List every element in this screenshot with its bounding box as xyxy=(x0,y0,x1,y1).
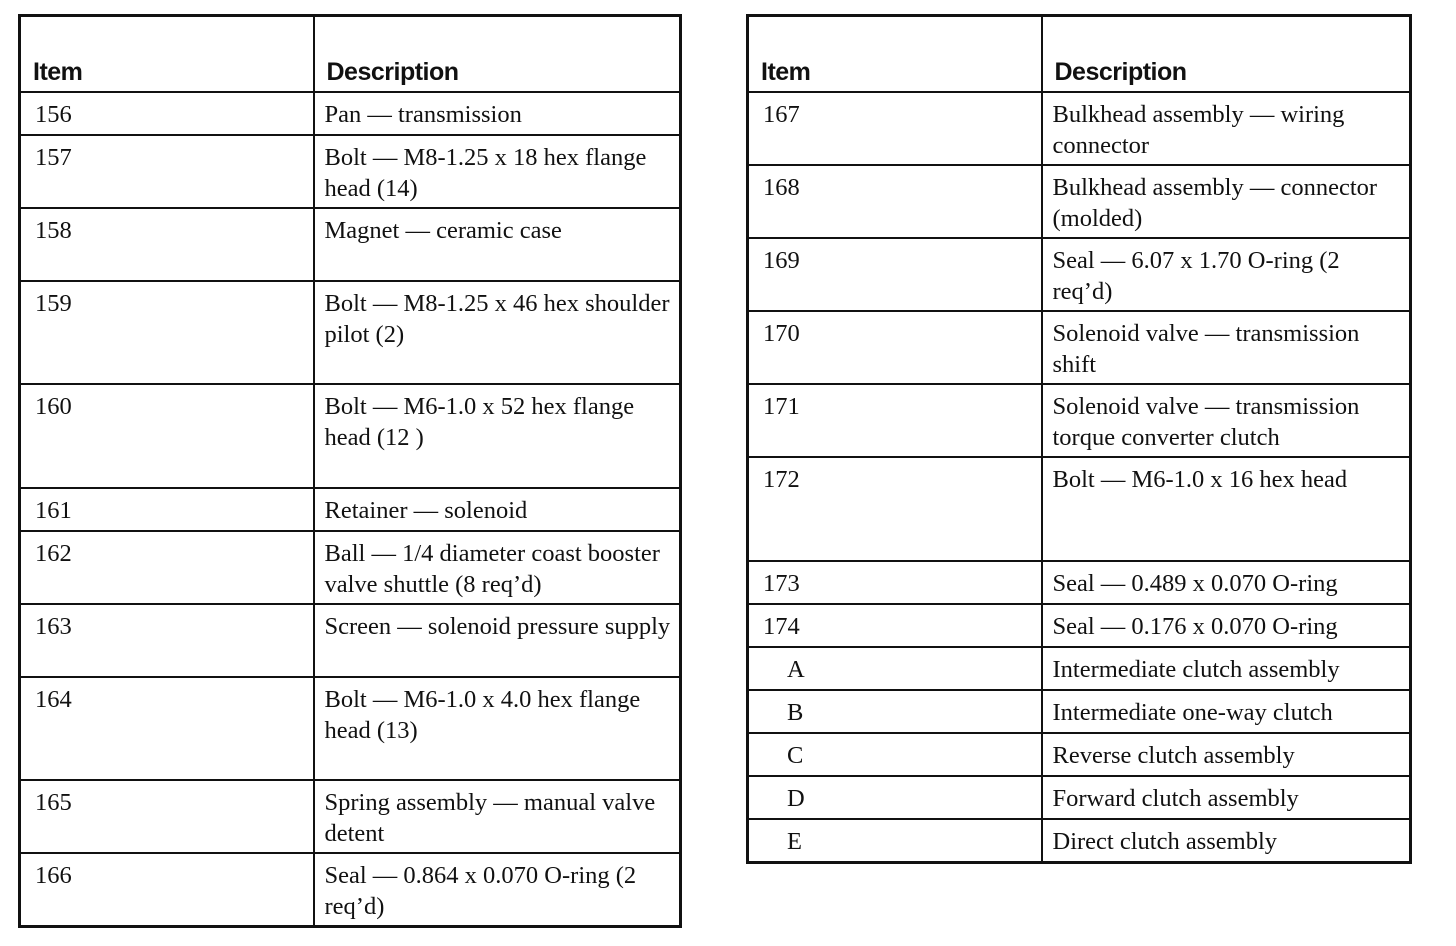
description-cell: Seal — 0.864 x 0.070 O-ring (2 req’d) xyxy=(314,853,681,927)
column-header-item: Item xyxy=(20,16,314,93)
table-row xyxy=(20,853,681,927)
item-cell: 164 xyxy=(20,677,314,780)
parts-table-right xyxy=(746,14,1412,864)
item-cell: B xyxy=(748,690,1042,733)
description-cell: Direct clutch assembly xyxy=(1042,819,1411,863)
table-row xyxy=(748,384,1411,457)
table-row xyxy=(748,819,1411,863)
item-cell: 156 xyxy=(20,92,314,135)
description-cell: Magnet — ceramic case xyxy=(314,208,681,281)
description-cell: Seal — 0.489 x 0.070 O-ring xyxy=(1042,561,1411,604)
description-cell: Reverse clutch assembly xyxy=(1042,733,1411,776)
item-cell: A xyxy=(748,647,1042,690)
item-cell: 161 xyxy=(20,488,314,531)
description-cell: Bolt — M6-1.0 x 4.0 hex flange head (13) xyxy=(314,677,681,780)
description-cell: Bolt — M8-1.25 x 18 hex flange head (14) xyxy=(314,135,681,208)
item-cell: 170 xyxy=(748,311,1042,384)
table-row xyxy=(748,561,1411,604)
item-cell: 167 xyxy=(748,92,1042,165)
table-row xyxy=(748,457,1411,561)
item-cell: 173 xyxy=(748,561,1042,604)
item-cell: 163 xyxy=(20,604,314,677)
table-row xyxy=(20,92,681,135)
item-cell: 157 xyxy=(20,135,314,208)
item-cell: D xyxy=(748,776,1042,819)
item-cell: 158 xyxy=(20,208,314,281)
item-cell: 168 xyxy=(748,165,1042,238)
description-cell: Intermediate one-way clutch xyxy=(1042,690,1411,733)
table-row xyxy=(20,135,681,208)
table-row xyxy=(748,690,1411,733)
item-cell: E xyxy=(748,819,1042,863)
item-cell: 171 xyxy=(748,384,1042,457)
table-row xyxy=(748,604,1411,647)
item-cell: 174 xyxy=(748,604,1042,647)
table-row xyxy=(748,647,1411,690)
description-cell: Solenoid valve — transmission torque converter clutch xyxy=(1042,384,1411,457)
column-header-description: Description xyxy=(1042,16,1411,93)
item-cell: 169 xyxy=(748,238,1042,311)
table-row xyxy=(748,238,1411,311)
column-header-description: Description xyxy=(314,16,681,93)
description-cell: Screen — solenoid pressure supply xyxy=(314,604,681,677)
description-cell: Seal — 0.176 x 0.070 O-ring xyxy=(1042,604,1411,647)
description-cell: Spring assembly — manual valve detent xyxy=(314,780,681,853)
description-cell: Solenoid valve — transmission shift xyxy=(1042,311,1411,384)
item-cell: C xyxy=(748,733,1042,776)
parts-table-left xyxy=(18,14,682,928)
item-cell: 165 xyxy=(20,780,314,853)
description-cell: Bolt — M8-1.25 x 46 hex shoulder pilot (2) xyxy=(314,281,681,384)
table-row xyxy=(20,604,681,677)
description-cell: Bolt — M6-1.0 x 52 hex flange head (12 ) xyxy=(314,384,681,488)
description-cell: Bulkhead assembly — wiring connector xyxy=(1042,92,1411,165)
description-cell: Bolt — M6-1.0 x 16 hex head xyxy=(1042,457,1411,561)
table-row xyxy=(748,733,1411,776)
table-row xyxy=(20,384,681,488)
table-row xyxy=(20,281,681,384)
table-row xyxy=(20,488,681,531)
item-cell: 159 xyxy=(20,281,314,384)
item-cell: 162 xyxy=(20,531,314,604)
table-row xyxy=(748,776,1411,819)
description-cell: Pan — transmission xyxy=(314,92,681,135)
item-cell: 160 xyxy=(20,384,314,488)
table-row xyxy=(748,165,1411,238)
table-row xyxy=(748,92,1411,165)
description-cell: Retainer — solenoid xyxy=(314,488,681,531)
description-cell: Bulkhead assembly — connector (molded) xyxy=(1042,165,1411,238)
column-header-item: Item xyxy=(748,16,1042,93)
description-cell: Seal — 6.07 x 1.70 O-ring (2 req’d) xyxy=(1042,238,1411,311)
description-cell: Intermediate clutch assembly xyxy=(1042,647,1411,690)
table-row xyxy=(748,311,1411,384)
table-row xyxy=(20,780,681,853)
item-cell: 172 xyxy=(748,457,1042,561)
item-cell: 166 xyxy=(20,853,314,927)
table-row xyxy=(20,531,681,604)
table-row xyxy=(20,208,681,281)
table-row xyxy=(20,677,681,780)
description-cell: Ball — 1/4 diameter coast booster valve shuttle (8 req’d) xyxy=(314,531,681,604)
table-header-row xyxy=(20,16,681,93)
description-cell: Forward clutch assembly xyxy=(1042,776,1411,819)
table-header-row xyxy=(748,16,1411,93)
